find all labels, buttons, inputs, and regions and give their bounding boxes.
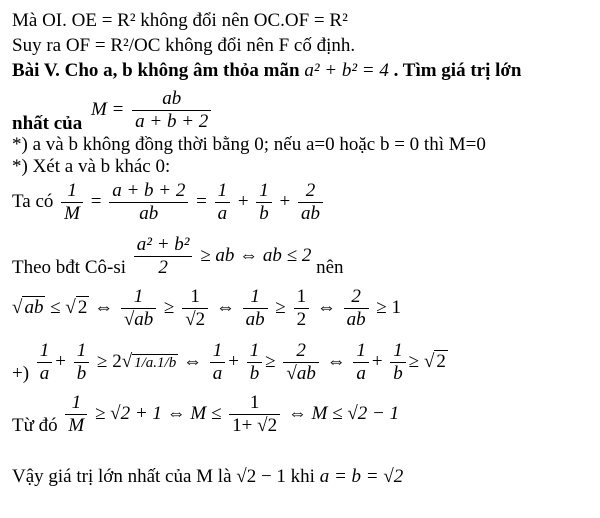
equality-condition: a = b = √2 — [319, 466, 404, 487]
tudo-line: Từ đó $\frac{1}{M}$ ≥ √2 + 1 ⇔ M ≤ $\frac{1}{1+ √2}$ ⇔ M ≤ √2 − 1 — [12, 392, 400, 436]
frac-1-over-a: $\frac{1}{a}$ — [215, 180, 231, 225]
cosi-line — [12, 234, 344, 279]
m-fraction — [132, 88, 211, 133]
line-oe-of: Mà OI. OE = R² không đổi nên OC.OF = R² — [12, 10, 348, 31]
max-value: √2 − 1 — [236, 466, 286, 487]
problem-5-line2 — [12, 88, 214, 133]
cosi-tail: nên — [316, 256, 344, 278]
frac-1-over-m: $\frac{1}{M}$ — [61, 180, 83, 225]
taco-label: Ta có — [12, 190, 54, 212]
m-num: ab — [162, 88, 182, 109]
plus-line: +) $\frac{1}{a}$ + $\frac{1}{b}$ ≥ 2√ 1/a.1/b ⇔ $\frac{1}{a}$ + $\frac{1}{b}$ ≥ $\frac{2}{√ab}$ ⇔ $\frac{1}{a}$ + $\frac{1}{b}$ ≥ √ 2 — [12, 340, 446, 384]
cosi-relation: ≥ ab ⇔ ab ≤ 2 — [200, 244, 312, 266]
sqrt-line: √ ab ≤ √ 2 ⇔ $\frac{1}{√ab}$ ≥ $\frac{1}{√2}$ ⇔ $\frac{1}{ab}$ ≥ $\frac{1}{2}$ ⇔ $\frac{2}{ab}$ ≥ 1 — [12, 286, 401, 330]
frac-1-over-b: $\frac{1}{b}$ — [256, 180, 272, 225]
problem-label: Bài V. — [12, 60, 60, 81]
frac-2-over-ab: $\frac{2}{ab}$ — [298, 180, 323, 225]
m-den: a + b + 2 — [132, 110, 211, 133]
problem-5-heading — [12, 60, 521, 82]
taco-line: Ta có $\frac{1}{M}$ = $\frac{a + b + 2}{ab}$ = $\frac{1}{a}$ + $\frac{1}{b}$ + $\frac{2}{ab}$ — [12, 180, 326, 225]
problem-tail: . Tìm giá trị lớn — [393, 60, 522, 81]
case-2: *) Xét a và b khác 0: — [12, 156, 171, 177]
conclusion-text: Vậy giá trị lớn nhất của M là — [12, 466, 232, 487]
problem-text: Cho a, b không âm thỏa mãn — [64, 60, 300, 81]
line-f-fixed: Suy ra OF = R²/OC không đổi nên F cố định. — [12, 35, 356, 56]
conclusion-khi: khi — [290, 466, 315, 487]
m-eq: M = — [90, 98, 125, 120]
cosi-label: Theo bđt Cô-si — [12, 256, 126, 278]
max-of-label: nhất của — [12, 112, 83, 134]
frac-sum-over-ab: $\frac{a + b + 2}{ab}$ — [109, 180, 188, 225]
problem-condition: a² + b² = 4 — [304, 60, 389, 81]
conclusion-line — [12, 466, 403, 488]
case-1: *) a và b không đồng thời bằng 0; nếu a=0 hoặc b = 0 thì M=0 — [12, 134, 486, 155]
cosi-fraction: $\frac{\text{a² + b²}}{2}$ — [134, 234, 193, 279]
